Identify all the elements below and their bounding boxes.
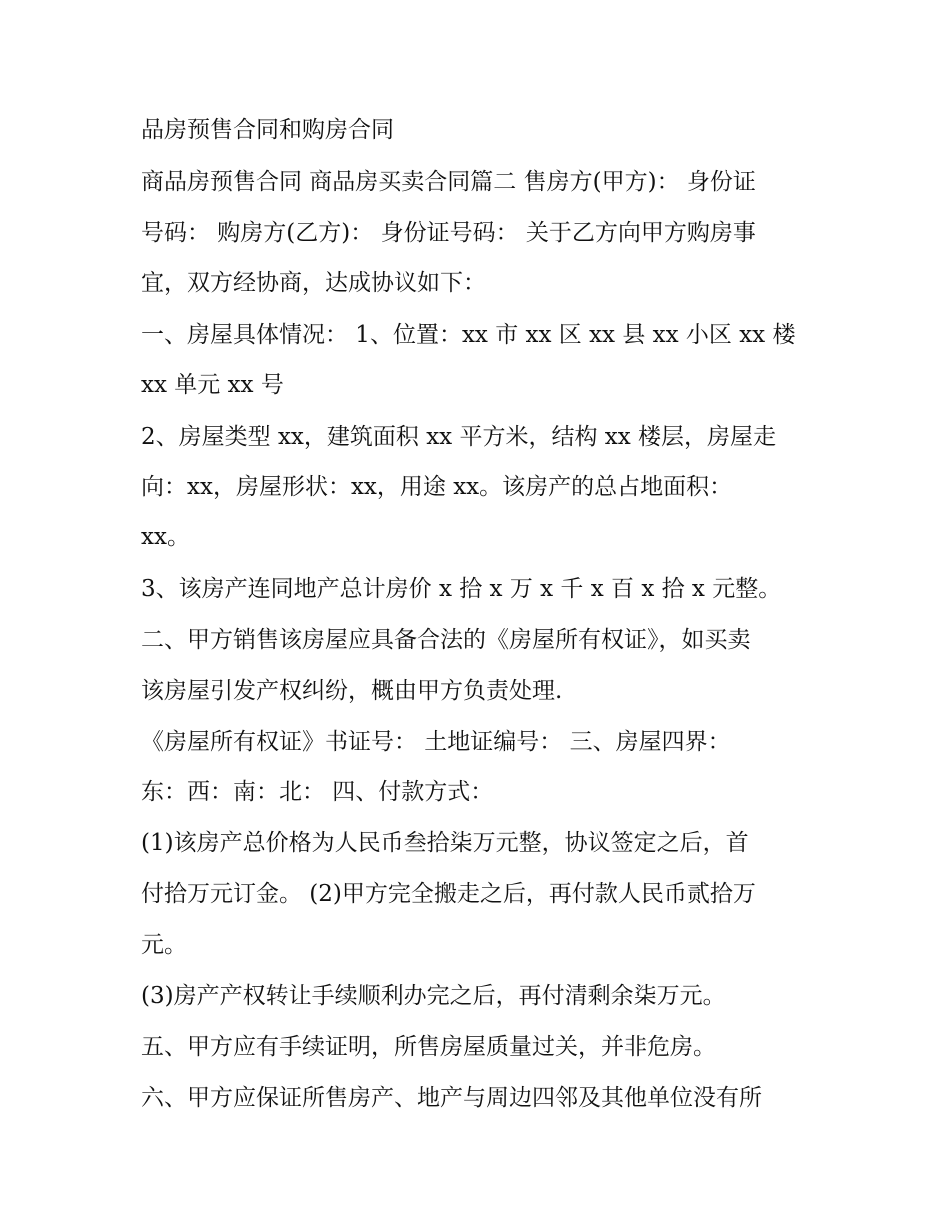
text-line: 六、甲方应保证所售房产、地产与周边四邻及其他单位没有所: [141, 1085, 762, 1111]
text-line: 号码： 购房方(乙方)： 身份证号码： 关于乙方向甲方购房事: [141, 220, 756, 246]
text-line: 元。: [141, 932, 187, 958]
text-line: 该房屋引发产权纠纷，概由甲方负责处理.: [141, 678, 563, 704]
text-line: 3、该房产连同地产总计房价 x 拾 x 万 x 千 x 百 x 拾 x 元整。: [141, 576, 782, 602]
text-line: 2、房屋类型 xx，建筑面积 xx 平方米，结构 xx 楼层，房屋走: [141, 424, 777, 450]
text-line: 向：xx，房屋形状：xx，用途 xx。该房产的总占地面积：: [141, 474, 733, 500]
text-line: 二、甲方销售该房屋应具备合法的《房屋所有权证》，如买卖: [141, 627, 751, 653]
text-line: (3)房产产权转让手续顺利办完之后，再付清剩余柒万元。: [141, 983, 726, 1009]
document-title-line: 品房预售合同和购房合同: [141, 117, 394, 143]
text-line: 五、甲方应有手续证明，所售房屋质量过关，并非危房。: [141, 1034, 716, 1060]
text-line: 一、房屋具体情况： 1、位置：xx 市 xx 区 xx 县 xx 小区 xx 楼: [141, 322, 796, 348]
text-line: xx。: [141, 524, 190, 550]
text-line: 商品房预售合同 商品房买卖合同篇二 售房方(甲方)： 身份证: [141, 169, 756, 195]
text-line: xx 单元 xx 号: [141, 372, 284, 398]
text-line: 宜，双方经协商，达成协议如下：: [141, 270, 486, 296]
text-line: 《房屋所有权证》书证号： 土地证编号： 三、房屋四界：: [141, 729, 731, 755]
text-line: 付拾万元订金。 (2)甲方完全搬走之后，再付款人民币贰拾万: [141, 881, 756, 907]
text-line: 东：西：南：北： 四、付款方式：: [141, 779, 494, 805]
text-line: (1)该房产总价格为人民币叁拾柒万元整，协议签定之后，首: [141, 830, 749, 856]
